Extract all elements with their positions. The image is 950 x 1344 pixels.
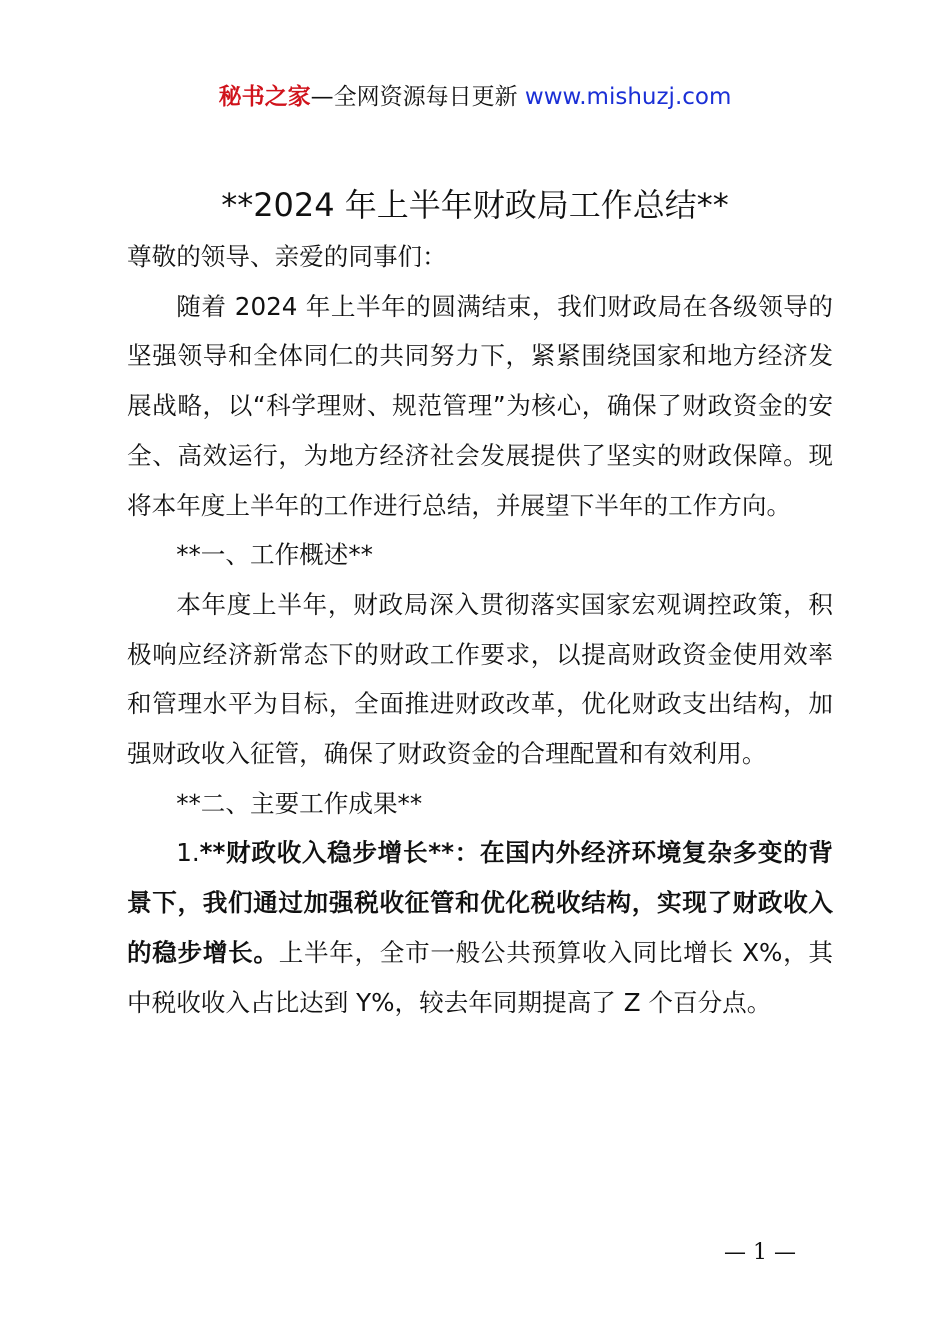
document-body [127,232,833,1027]
site-slogan: —全网资源每日更新 [310,84,525,110]
section-heading-overview: **一、工作概述** [176,540,373,570]
salutation: 尊敬的领导、亲爱的同事们： [127,242,447,271]
site-url-link[interactable]: www.mishuzj.com [524,84,732,110]
page-number: — 1 — [724,1240,796,1265]
section-heading-achievements: **二、主要工作成果** [176,788,423,818]
site-header [0,80,950,114]
item-number: 1. [176,838,200,868]
achievement-item-1 [127,828,833,1027]
overview-paragraph: 本年度上半年，财政局深入贯彻落实国家宏观调控政策，积极响应经济新常态下的财政工作要求，以提高财政资金使用效率和管理水平为目标，全面推进财政改革，优化财政支出结构，加强财政收入征管，确保了财政资金的合理配置和有效利用。 [127,589,833,769]
intro-paragraph: 随着 2024 年上半年的圆满结束，我们财政局在各级领导的坚强领导和全体同仁的共同努力下，紧紧围绕国家和地方经济发展战略，以“科学理财、规范管理”为核心，确保了财政资金的安全、高效运行，为地方经济社会发展提供了坚实的财政保障。现将本年度上半年的工作进行总结，并展望下半年的工作方向。 [127,291,833,520]
document-title: **2024 年上半年财政局工作总结** [221,186,729,224]
item-bold-lead: **财政收入稳步增长**：在国内外经济环境复杂多变的背景下，我们通过加强税收征管和优化税收结构，实现了财政收入的稳步增长。 [127,838,833,967]
item-detail: 上半年，全市一般公共预算收入同比增长 X%，其中税收收入占比达到 Y%，较去年同期提高了 Z 个百分点。 [127,937,833,1017]
site-brand: 秘书之家 [218,84,311,110]
